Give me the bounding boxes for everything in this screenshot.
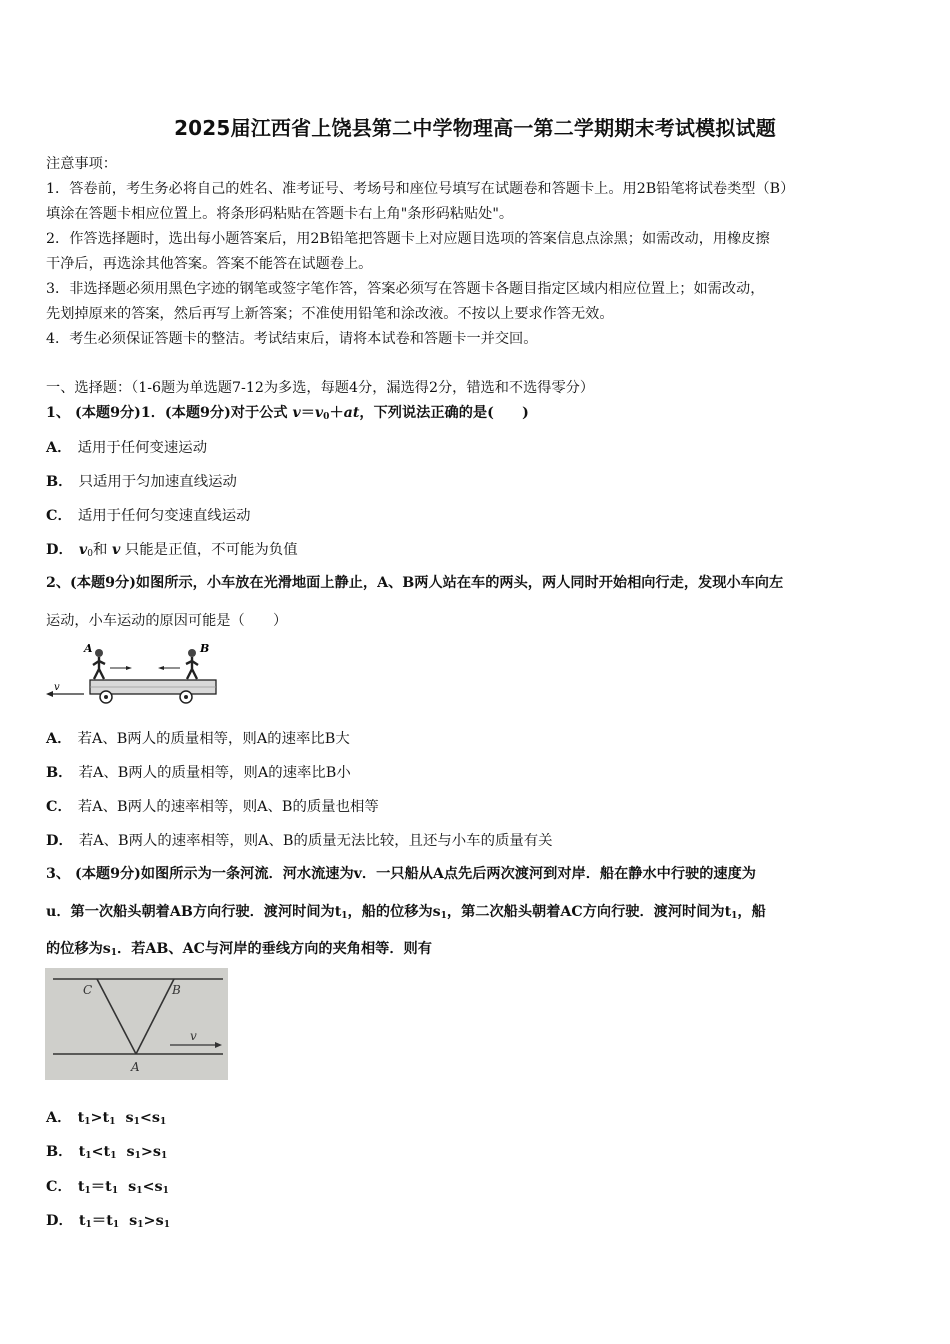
option-rel: <t bbox=[91, 1143, 111, 1160]
person-a bbox=[93, 649, 105, 679]
option-t: t bbox=[78, 1143, 86, 1160]
question-3-stem-line1: 3、 (本题9分)如图所示为一条河流．河水流速为v．一只船从A点先后两次渡河到对岸．船在静水中行驶的速度为 bbox=[46, 866, 756, 882]
option-sub: 1 bbox=[110, 1151, 117, 1161]
option-label: D． bbox=[46, 1212, 73, 1229]
option-sub: 1 bbox=[133, 1117, 140, 1127]
q1-formula-at: at bbox=[343, 405, 360, 421]
point-b-label: B bbox=[172, 983, 181, 997]
option-label: D． bbox=[46, 541, 73, 558]
q3-sub: 1 bbox=[341, 911, 348, 921]
option-text: 只适用于匀加速直线运动 bbox=[78, 474, 237, 490]
page-title: 2025届江西省上饶县第二中学物理高一第二学期期末考试模拟试题 bbox=[174, 116, 776, 140]
option-rel: <s bbox=[142, 1178, 163, 1195]
q3-sub: 1 bbox=[731, 911, 738, 921]
option-sub: 1 bbox=[134, 1151, 141, 1161]
option-sub: 1 bbox=[137, 1220, 144, 1230]
option-sub: 1 bbox=[161, 1151, 168, 1161]
person-a-label: A bbox=[84, 642, 93, 655]
option-text: 适用于任何变速运动 bbox=[77, 440, 208, 456]
q1-formula-eq: ＝ bbox=[300, 405, 315, 421]
option-rel: ＝t bbox=[90, 1178, 112, 1195]
q1-formula-v0: v bbox=[314, 405, 324, 421]
notice-line: 4．考生必须保证答题卡的整洁。考试结束后，请将本试卷和答题卡一并交回。 bbox=[46, 331, 538, 347]
option-label: B． bbox=[46, 1143, 73, 1160]
question-2-stem-line1: 2、(本题9分)如图所示，小车放在光滑地面上静止，A、B两人站在车的两头，两人同时开始相向行走，发现小车向左 bbox=[46, 575, 784, 591]
notice-line: 干净后，再选涂其他答案。答案不能答在试题卷上。 bbox=[46, 256, 373, 272]
option-text: 若A、B两人的速率相等，则A、B的质量无法比较，且还与小车的质量有关 bbox=[78, 833, 553, 849]
option-v0: v bbox=[78, 541, 88, 558]
flow-label: v bbox=[190, 1029, 197, 1043]
q3-text: ，船 bbox=[737, 904, 766, 920]
q1-option-c bbox=[46, 504, 251, 525]
option-sub: 1 bbox=[160, 1117, 167, 1127]
question-3-stem-line3 bbox=[46, 938, 908, 958]
notice-line: 2．作答选择题时，选出每小题答案后，用2B铅笔把答题卡上对应题目选项的答案信息点涂黑；如需改动，用橡皮擦 bbox=[46, 231, 770, 247]
point-c-label: C bbox=[83, 983, 93, 997]
q1-formula-plus: ＋ bbox=[329, 405, 344, 421]
q3-option-c bbox=[46, 1175, 169, 1196]
option-text: 若A、B两人的速率相等，则A、B的质量也相等 bbox=[77, 799, 379, 815]
option-label: C． bbox=[46, 1178, 72, 1195]
option-sub: 1 bbox=[111, 1186, 119, 1196]
q3-text: ．若AB、AC与河岸的垂线方向的夹角相等．则有 bbox=[117, 941, 432, 957]
point-a-label: A bbox=[131, 1060, 140, 1074]
option-s: s bbox=[128, 1178, 137, 1195]
option-text: 若A、B两人的质量相等，则A的速率比B大 bbox=[77, 731, 350, 747]
option-and: 和 bbox=[92, 542, 112, 558]
option-v: v bbox=[111, 541, 121, 558]
q1-suffix: ，下列说法正确的是( ) bbox=[359, 405, 529, 421]
option-v0-sub: 0 bbox=[87, 549, 93, 559]
notice-line: 1．答卷前，考生务必将自己的姓名、准考证号、考场号和座位号填写在试题卷和答题卡上。用2B铅笔将试卷类型（B） bbox=[46, 181, 795, 197]
option-label: A． bbox=[46, 1109, 72, 1126]
cart-figure bbox=[44, 642, 220, 708]
section-heading: 一、选择题：（1-6题为单选题7-12为多选，每题4分，漏选得2分，错选和不选得零分） bbox=[46, 380, 595, 396]
q2-option-d bbox=[46, 829, 553, 850]
option-text: 若A、B两人的质量相等，则A的速率比B小 bbox=[78, 765, 351, 781]
option-t: t bbox=[77, 1178, 85, 1195]
q3-text: 的位移为s bbox=[46, 941, 111, 957]
option-label: B． bbox=[46, 764, 73, 781]
option-label: C． bbox=[46, 798, 72, 815]
option-sub: 1 bbox=[163, 1220, 170, 1230]
option-rel: <s bbox=[139, 1109, 161, 1126]
q1-option-a bbox=[46, 436, 207, 457]
q2-option-b bbox=[46, 761, 351, 782]
option-rel: >t bbox=[90, 1109, 110, 1126]
option-s: s bbox=[125, 1109, 134, 1126]
option-sub: 1 bbox=[84, 1186, 91, 1196]
option-label: A． bbox=[46, 439, 72, 456]
notice-line: 先划掉原来的答案，然后再写上新答案；不准使用铅笔和涂改液。不按以上要求作答无效。 bbox=[46, 306, 614, 322]
option-sub: 1 bbox=[112, 1220, 120, 1230]
option-rel: >s bbox=[140, 1143, 162, 1160]
q3-text: ，船的位移为s bbox=[347, 904, 441, 920]
q1-formula-sub: 0 bbox=[323, 412, 330, 422]
option-sub: 1 bbox=[85, 1220, 92, 1230]
person-b-label: B bbox=[200, 642, 210, 655]
option-label: B． bbox=[46, 473, 73, 490]
q1-formula-v: v bbox=[292, 405, 301, 421]
q3-text: ，第二次船头朝着AC方向行驶．渡河时间为t bbox=[446, 904, 732, 920]
question-2-stem-line2: 运动，小车运动的原因可能是（ ） bbox=[46, 613, 288, 629]
q1-option-d bbox=[46, 538, 298, 559]
person-b bbox=[186, 649, 198, 679]
option-sub: 1 bbox=[84, 1117, 91, 1127]
river-figure bbox=[45, 968, 228, 1080]
q1-option-b bbox=[46, 470, 237, 491]
q3-text: u．第一次船头朝着AB方向行驶．渡河时间为t bbox=[46, 904, 342, 920]
notice-heading: 注意事项： bbox=[46, 156, 117, 172]
q3-sub: 1 bbox=[440, 911, 447, 921]
option-label: A． bbox=[46, 730, 72, 747]
option-rel: >s bbox=[143, 1212, 164, 1229]
velocity-label: v bbox=[54, 682, 60, 693]
option-sub: 1 bbox=[162, 1186, 169, 1196]
q3-sub: 1 bbox=[110, 948, 118, 958]
option-t: t bbox=[78, 1212, 86, 1229]
option-text: 只能是正值，不可能为负值 bbox=[120, 542, 298, 558]
option-label: D． bbox=[46, 832, 73, 849]
option-t: t bbox=[77, 1109, 85, 1126]
q3-option-b bbox=[46, 1140, 167, 1161]
option-s: s bbox=[129, 1212, 138, 1229]
option-text: 适用于任何匀变速直线运动 bbox=[77, 508, 251, 524]
q1-prefix: 1、 (本题9分)1．(本题9分)对于公式 bbox=[46, 405, 293, 421]
option-sub: 1 bbox=[85, 1151, 92, 1161]
q2-option-c bbox=[46, 795, 379, 816]
option-label: C． bbox=[46, 507, 72, 524]
notice-line: 3．非选择题必须用黑色字迹的钢笔或签字笔作答，答案必须写在答题卡各题目指定区域内相应位置上；如需改动， bbox=[46, 281, 765, 297]
question-1-stem bbox=[46, 402, 908, 422]
option-rel: ＝t bbox=[91, 1212, 113, 1229]
q3-option-a bbox=[46, 1106, 166, 1127]
question-3-stem-line2 bbox=[46, 901, 908, 921]
q2-option-a bbox=[46, 727, 350, 748]
option-sub: 1 bbox=[136, 1186, 143, 1196]
option-s: s bbox=[126, 1143, 135, 1160]
notice-line: 填涂在答题卡相应位置上。将条形码粘贴在答题卡右上角"条形码粘贴处"。 bbox=[46, 206, 514, 222]
q3-option-d bbox=[46, 1209, 170, 1230]
option-sub: 1 bbox=[109, 1117, 116, 1127]
